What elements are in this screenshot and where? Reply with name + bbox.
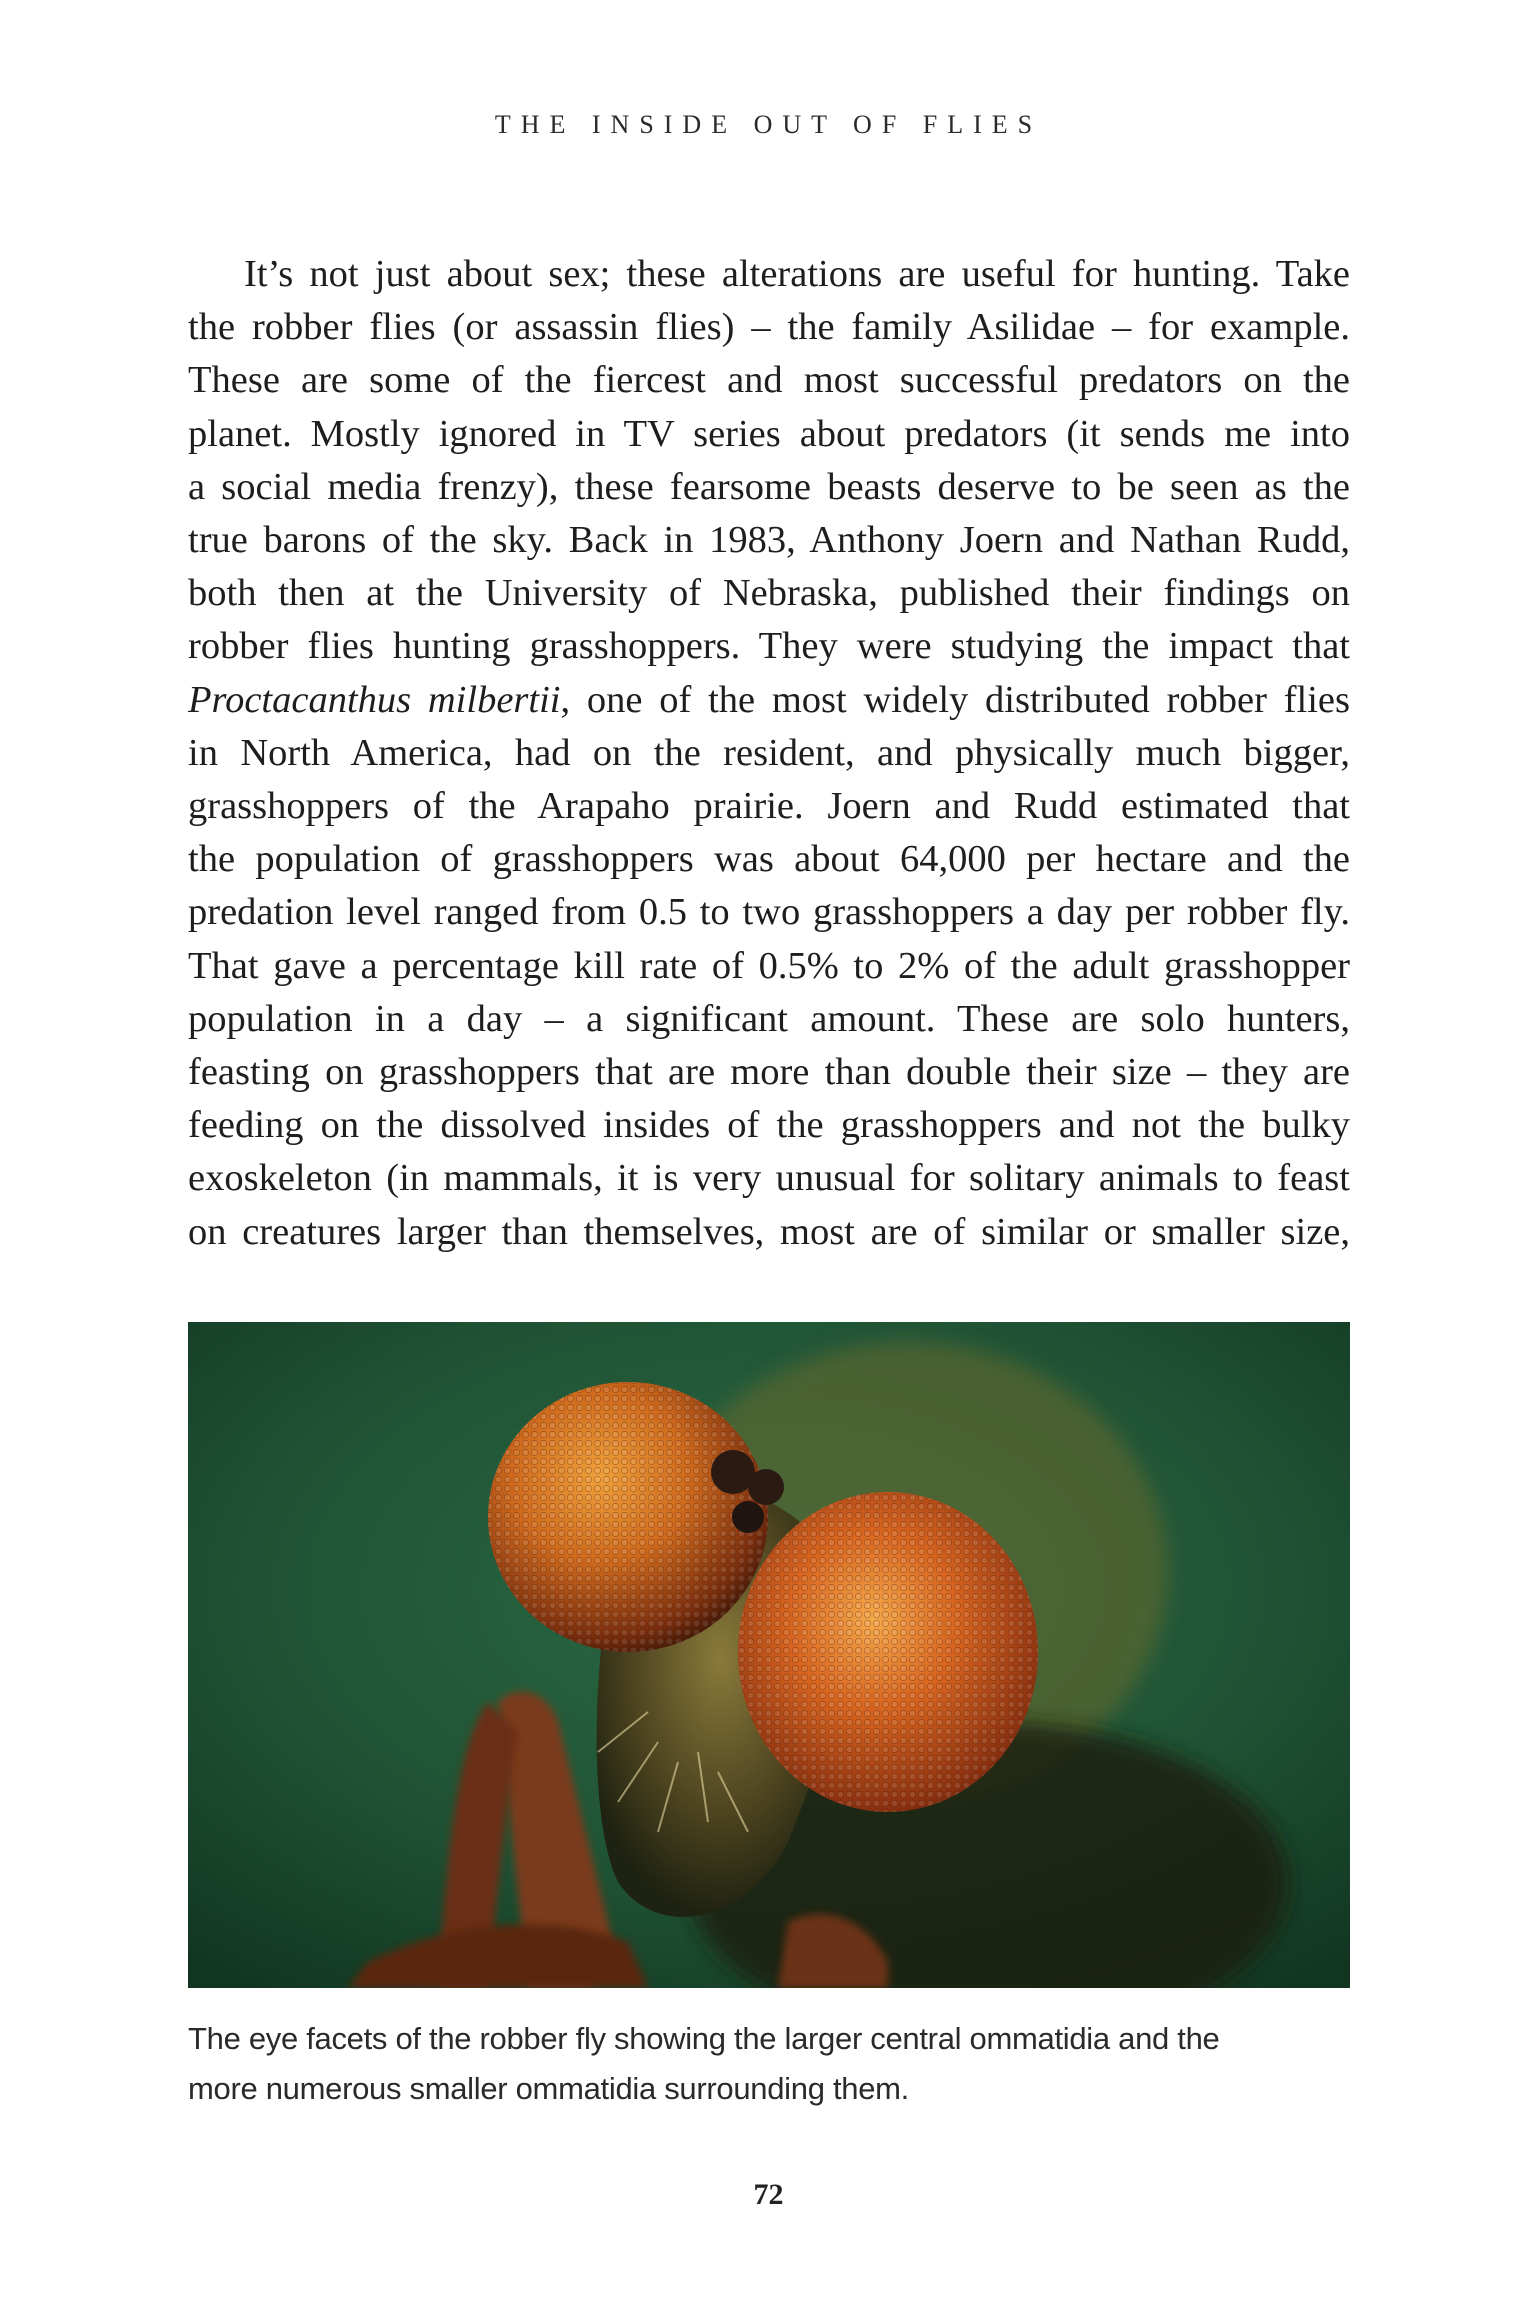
caption-line: more numerous smaller ommatidia surrounding them. — [188, 2071, 909, 2106]
body-line: on creatures larger than themselves, most are of similar or smaller size, — [188, 1210, 1350, 1253]
body-line: It’s not just about sex; these alterations are useful for hunting. Take — [244, 253, 1350, 295]
body-line: predation level ranged from 0.5 to two grasshoppers a day per robber fly. — [188, 891, 1350, 934]
body-line-rest: , one of the most widely distributed robber flies — [560, 678, 1351, 721]
body-line: exoskeleton (in mammals, it is very unusual for solitary animals to feast — [188, 1157, 1350, 1200]
caption-line: The eye facets of the robber fly showing the larger central ommatidia and the — [188, 2021, 1220, 2056]
body-line: in North America, had on the resident, and physically much bigger, — [188, 731, 1350, 774]
body-line: That gave a percentage kill rate of 0.5% to 2% of the adult grasshopper — [188, 944, 1350, 987]
running-head: THE INSIDE OUT OF FLIES — [494, 110, 1043, 139]
body-line: true barons of the sky. Back in 1983, Anthony Joern and Nathan Rudd, — [188, 519, 1350, 562]
body-line: These are some of the fiercest and most successful predators on the — [188, 359, 1350, 402]
body-line: feasting on grasshoppers that are more than double their size – they are — [188, 1051, 1350, 1094]
robber-fly-photo — [188, 1322, 1350, 1988]
robber-fly-illustration — [188, 1322, 1350, 1988]
body-line: grasshoppers of the Arapaho prairie. Joern and Rudd estimated that — [188, 785, 1350, 828]
page-number: 72 — [753, 2178, 784, 2211]
body-line: population in a day – a significant amount. These are solo hunters, — [188, 997, 1350, 1040]
body-line: planet. Mostly ignored in TV series about predators (it sends me into — [188, 412, 1350, 455]
body-line: feeding on the dissolved insides of the grasshoppers and not the bulky — [188, 1104, 1350, 1147]
body-paragraph — [188, 248, 1350, 1259]
body-line: the robber flies (or assassin flies) – the family Asilidae – for example. — [188, 306, 1350, 349]
body-line: a social media frenzy), these fearsome beasts deserve to be seen as the — [188, 465, 1350, 508]
species-name: Proctacanthus milbertii — [188, 678, 561, 721]
photo-caption — [188, 2014, 1350, 2114]
body-line: both then at the University of Nebraska, published their findings on — [188, 572, 1350, 615]
body-line: the population of grasshoppers was about 64,000 per hectare and the — [188, 838, 1350, 881]
body-line: robber flies hunting grasshoppers. They were studying the impact that — [188, 625, 1350, 668]
body-line-italic — [188, 674, 1350, 727]
